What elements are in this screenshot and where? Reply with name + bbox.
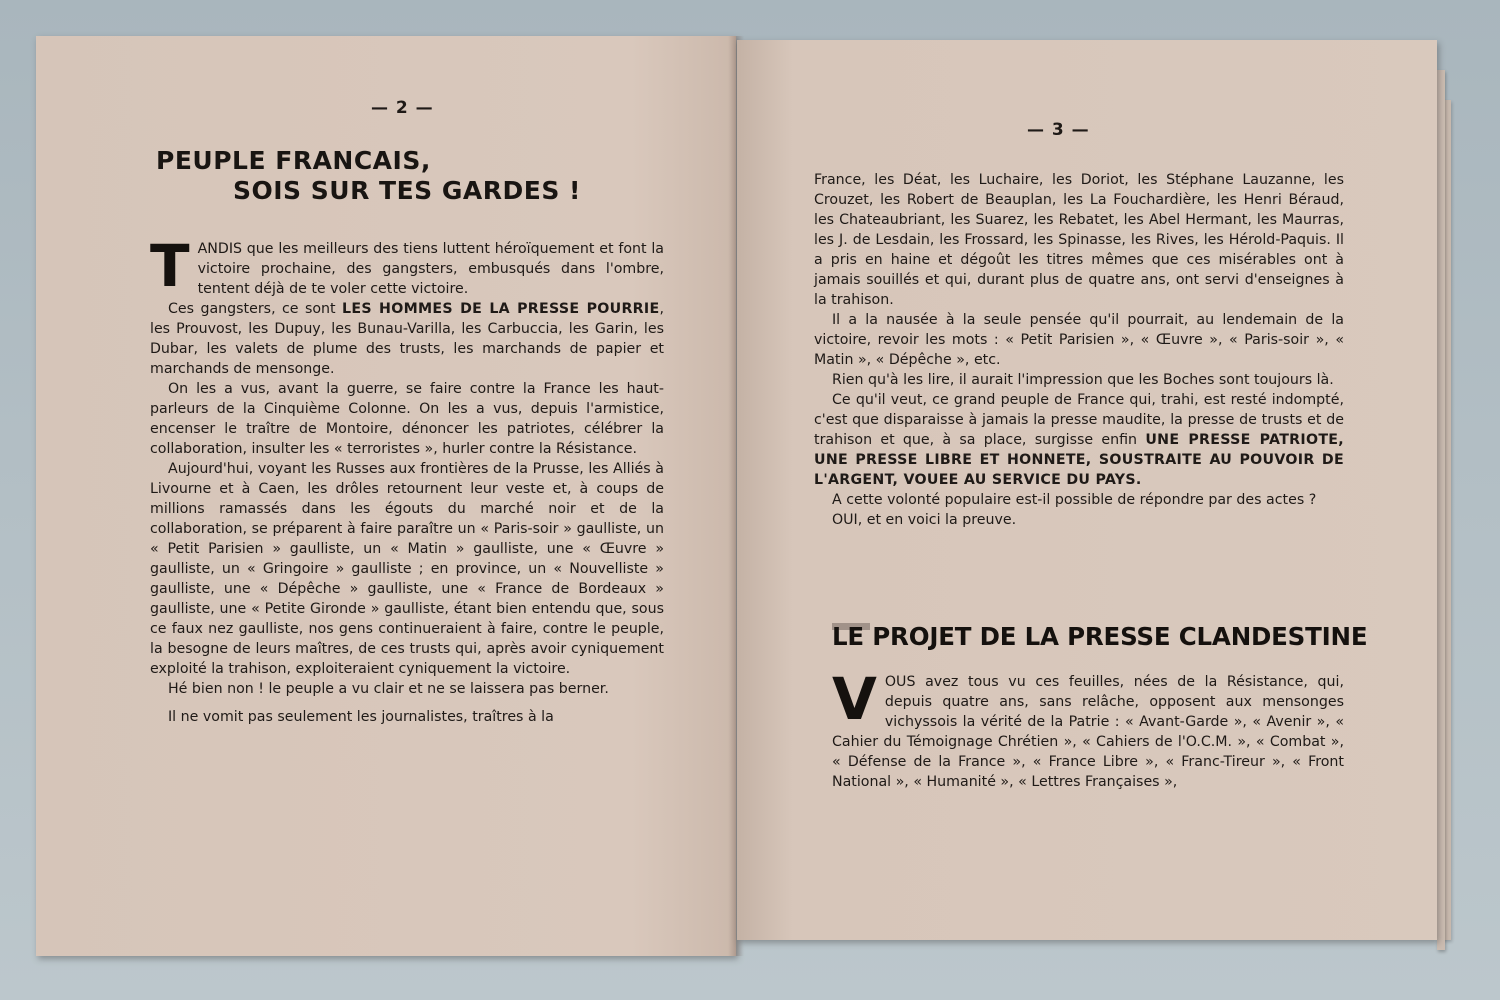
drop-cap: V [832,665,877,733]
paragraph: Rien qu'à les lire, il aurait l'impression que les Boches sont toujours là. [832,372,1334,388]
right-body-text [814,170,1344,610]
emphasis-text: UNE PRESSE PATRIOTE, UNE PRESSE LIBRE ET HONNETE, SOUSTRAITE AU POUVOIR DE L'ARGENT, VOUEE AU SERVICE DU PAYS. [814,432,1344,488]
paragraph-text: ANDIS que les meilleurs des tiens luttent héroïquement et font la victoire prochaine, des gangsters, embusqués dans l'ombre, tentent déjà de te voler cette victoire. [197,241,664,297]
drop-cap: T [150,232,190,300]
paragraph-text: , les Prouvost, les Dupuy, les Bunau-Varilla, les Carbuccia, les Garin, les Dubar, les valets de plume des trusts, les marchands de papier et marchands de mensonge. [150,301,664,377]
paragraph: On les a vus, avant la guerre, se faire contre la France les haut-parleurs de la Cinquième Colonne. On les a vus, depuis l'armistice, encenser le traître de Montoire, dénoncer les patriotes, célébrer la collaboration, insulter les « terroristes », hurler contre la Résistance. [150,381,664,457]
paragraph: Hé bien non ! le peuple a vu clair et ne se laissera pas berner. [168,681,609,697]
right-page [737,40,1437,940]
paragraph: Aujourd'hui, voyant les Russes aux frontières de la Prusse, les Alliés à Livourne et à Caen, les drôles retournent leur veste et, à coups de millions ramassés dans les égouts du marché noir et de la collaboration, se préparent à faire paraître un « Paris-soir » gaulliste, un « Petit Parisien » gaulliste, un « Matin » gaulliste, une « Œuvre » gaulliste, un « Gringoire » gaulliste ; en province, un « Nouvelliste » gaulliste, une « Dépêche » gaulliste, une « France de Bordeaux » gaulliste, une « Petite Gironde » gaulliste, étant bien entendu que, sous ce faux nez gaulliste, nos gens continueraient à faire, contre le peuple, la besogne de leurs maîtres, de ces trusts qui, après avoir cyniquement exploité la trahison, exploiteraient cyniquement la victoire. [150,461,664,677]
page-edge [1437,70,1445,950]
title-line-2: SOIS SUR TES GARDES ! [233,176,581,205]
paragraph-text: OUS avez tous vu ces feuilles, nées de la Résistance, qui, depuis quatre ans, sans relâche, opposent aux mensonges vichyssois la vérité de la Patrie : « Avant-Garde », « Avenir », « Cahier du Témoignage Chrétien », « Cahiers de l'O.C.M. », « Combat », « Défense de la France », « France Libre », « Franc-Tireur », « Front National », « Humanité », « Lettres Françaises », [832,674,1344,790]
page-title [156,146,581,206]
paragraph [814,390,1344,490]
paragraph [150,299,664,379]
page-number-right: — 3 — [1027,120,1090,140]
paragraph [150,232,664,300]
paragraph-text: Ce qu'il veut, ce grand peuple de France qui, trahi, est resté indompté, c'est que disparaisse à jamais la presse maudite, la presse de trusts et de trahison et que, à sa place, surgisse enfin [814,392,1344,448]
section-body-text [832,665,1344,872]
paragraph: A cette volonté populaire est-il possible de répondre par des actes ? [832,492,1317,508]
paragraph: Il ne vomit pas seulement les journalistes, traîtres à la [168,709,554,725]
paragraph: OUI, et en voici la preuve. [832,512,1017,528]
emphasis-text: LES HOMMES DE LA PRESSE POURRIE [342,301,660,317]
left-page [36,36,736,956]
left-body-text [150,232,664,879]
section-title: LE PROJET DE LA PRESSE CLANDESTINE [832,622,1368,651]
paragraph: Il a la nausée à la seule pensée qu'il pourrait, au lendemain de la victoire, revoir les mots : « Petit Parisien », « Œuvre », « Paris-soir », « Matin », « Dépêche », etc. [814,312,1344,368]
paragraph: France, les Déat, les Luchaire, les Doriot, les Stéphane Lauzanne, les Crouzet, les Robert de Beauplan, les La Fouchardière, les Henri Béraud, les Chateaubriant, les Suarez, les Rebatet, les Abel Hermant, les Maurras, les J. de Lesdain, les Frossard, les Spinasse, les Rives, les Hérold-Paquis. Il a pris en haine et dégoût les titres mêmes que ces misérables ont à jamais souillés et qui, durant plus de quatre ans, ont servi d'enseignes à la trahison. [814,172,1344,308]
page-number-left: — 2 — [371,98,434,118]
title-line-1: PEUPLE FRANCAIS, [156,146,431,175]
paragraph-text: Ces gangsters, ce sont [168,301,343,317]
paragraph [832,665,1344,792]
